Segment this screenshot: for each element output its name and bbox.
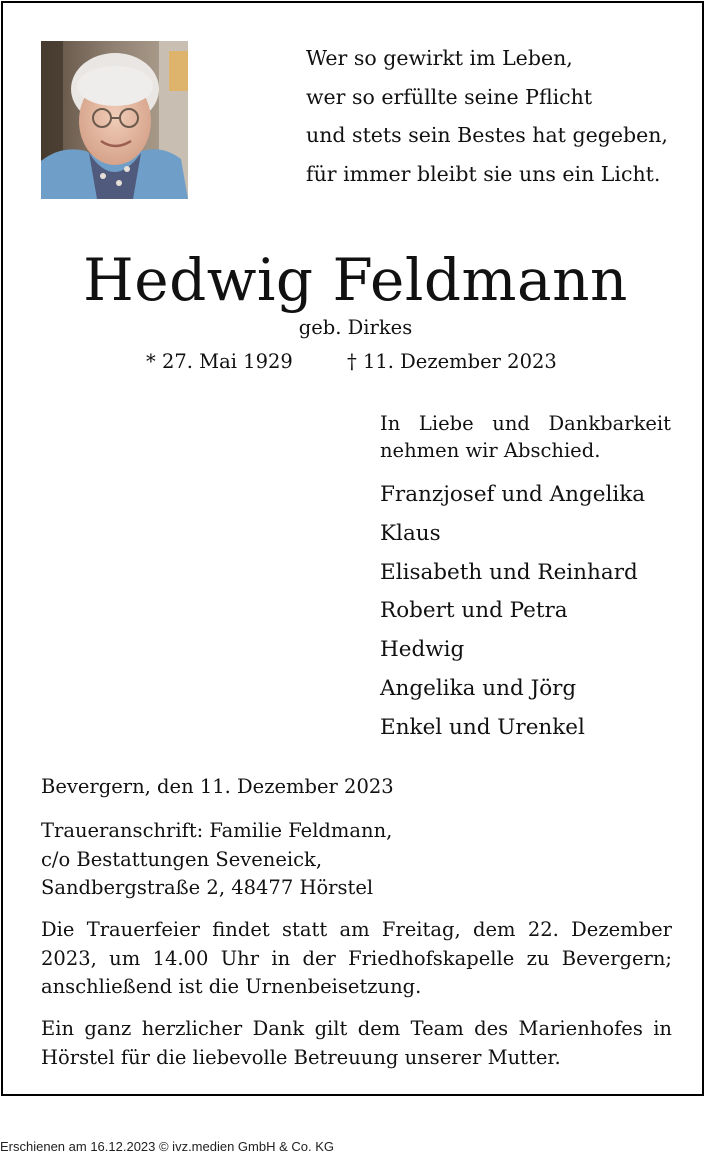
ceremony-line: anschließend ist die Urnenbeisetzung. [41,975,422,998]
mourner: Klaus [380,520,441,546]
poem-line: wer so erfüllte seine Pflicht [306,84,593,109]
mourner: Hedwig [380,637,465,663]
mourner: Robert und Petra [380,598,568,624]
mourners-list [380,476,645,748]
publication-footer: Erschienen am 16.12.2023 © ivz.medien GmbH & Co. KG [0,1139,335,1154]
portrait-photo [41,41,188,199]
maiden-name: geb. Dirkes [298,316,413,339]
farewell-line: nehmen wir Abschied. [380,438,601,462]
address-line: c/o Bestattungen Seveneick, [41,847,323,871]
poem-line: und stets sein Bestes hat gegeben, [306,123,668,147]
poem [306,39,668,193]
address-line: Sandbergstraße 2, 48477 Hörstel [41,876,374,899]
mourner: Elisabeth und Reinhard [380,559,638,585]
farewell-text [380,411,671,464]
birth-date: * 27. Mai 1929 [146,350,293,373]
farewell-line: In Liebe und Dankbarkeit [380,412,671,435]
poem-line: Wer so gewirkt im Leben, [306,46,573,70]
mourner: Franzjosef und Angelika [380,482,646,507]
thanks-line: Hörstel für die liebevolle Betreuung unserer Mutter. [41,1045,561,1069]
ceremony-line: 2023, um 14.00 Uhr in der Friedhofskapelle zu Bevergern; [41,946,672,970]
address-line: Traueranschrift: Familie Feldmann, [41,819,393,842]
obituary-notice [1,1,704,1096]
deceased-name: Hedwig Feldmann [83,246,628,314]
thanks-note [41,1015,672,1072]
mourner: Enkel und Urenkel [380,714,585,740]
thanks-line: Ein ganz herzlicher Dank gilt dem Team des Marienhofes in [41,1017,672,1040]
ceremony-info [41,916,672,1002]
ceremony-line: Die Trauerfeier findet statt am Freitag, dem 22. Dezember [41,918,672,941]
mourner: Angelika und Jörg [380,675,577,701]
death-date: † 11. Dezember 2023 [347,350,557,373]
mourning-address [41,817,672,903]
place-date: Bevergern, den 11. Dezember 2023 [41,775,394,798]
poem-line: für immer bleibt sie uns ein Licht. [306,161,661,186]
